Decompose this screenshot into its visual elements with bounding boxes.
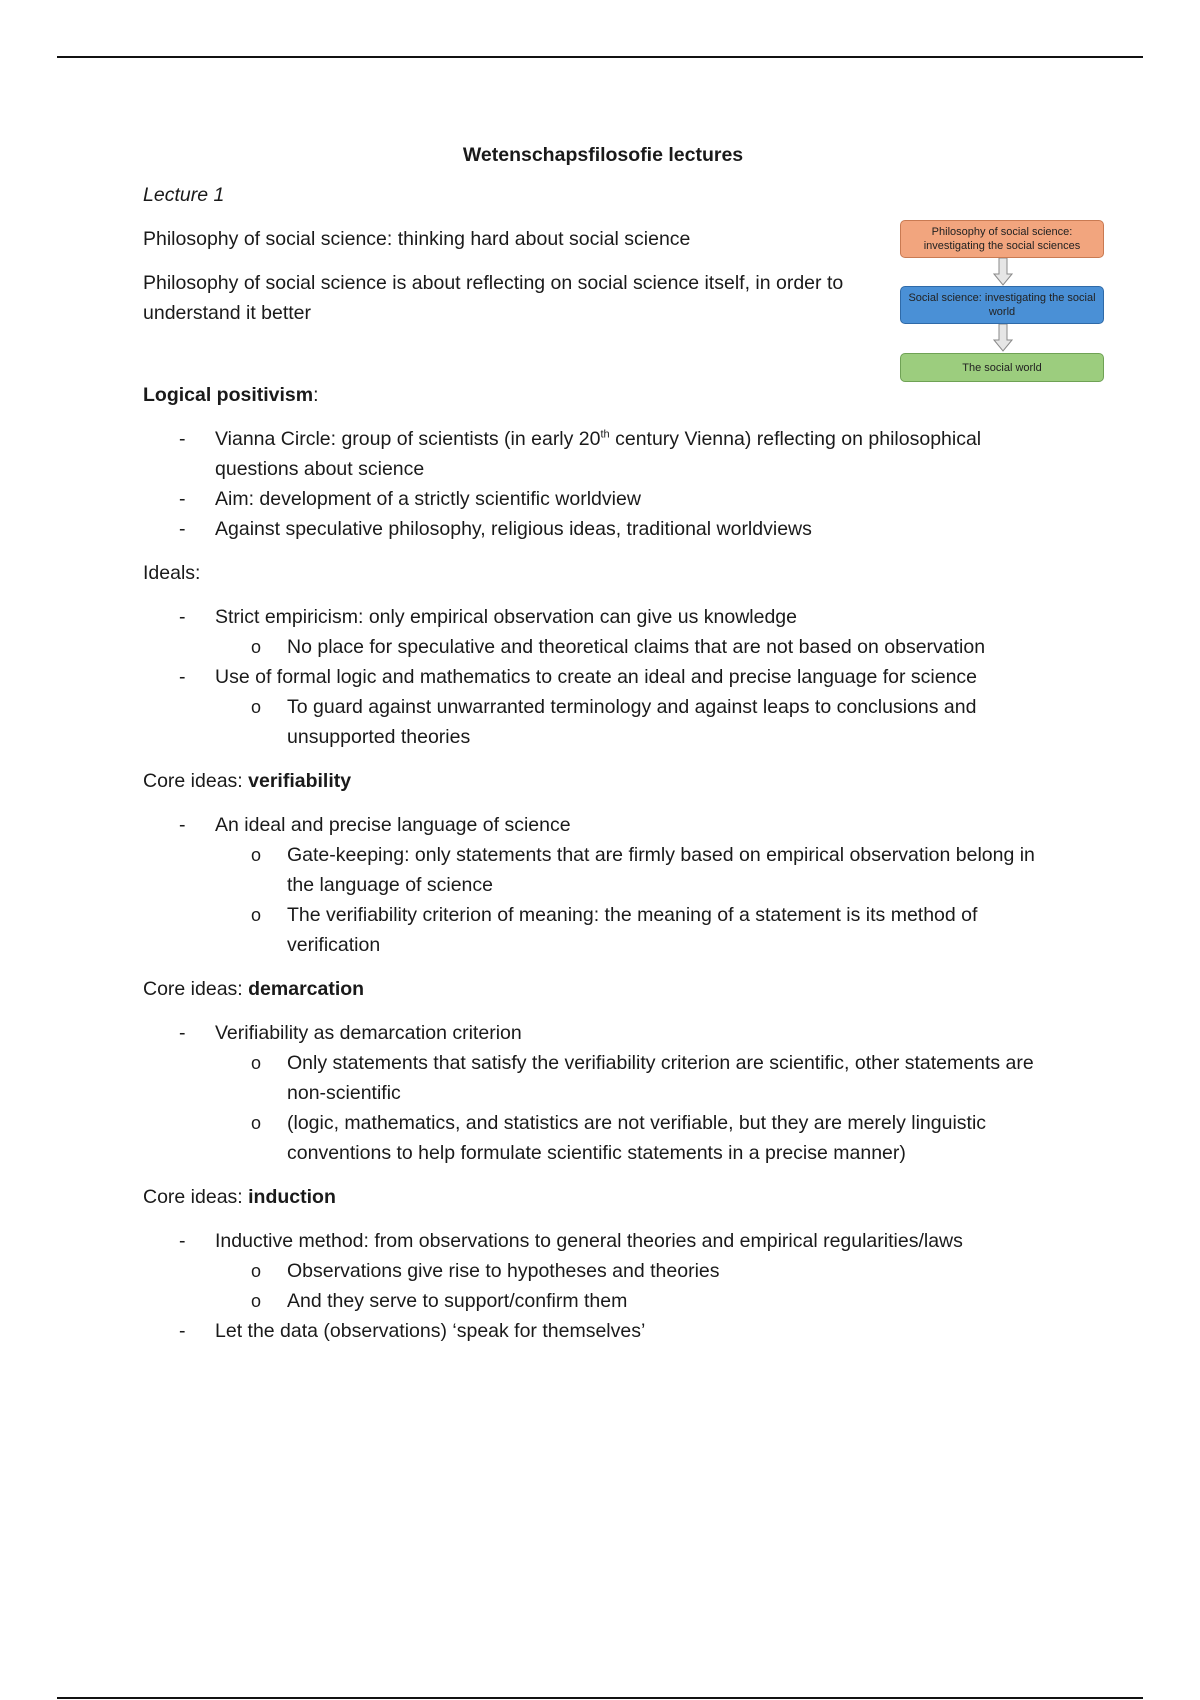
sub-list-item: o No place for speculative and theoretical claims that are not based on observation <box>251 636 986 658</box>
hierarchy-diagram <box>900 220 1108 384</box>
list-item: - Let the data (observations) ‘speak for themselves’ <box>179 1320 646 1342</box>
verifiability-list <box>143 810 1063 960</box>
down-arrow-icon <box>993 324 1013 352</box>
section-heading-logical-positivism: Logical positivism: <box>143 384 319 406</box>
list-item: - Vianna Circle: group of scientists (in early 20th century Vienna) reflecting on philosophical questions about science <box>179 428 982 480</box>
diagram-box-philosophy: Philosophy of social science: investigating the social sciences <box>900 220 1104 258</box>
section-heading-induction: Core ideas: induction <box>143 1186 336 1208</box>
list-item: - Verifiability as demarcation criterion o Only statements that satisfy the verifiability criterion are scientific, other statements are non-scientific o (logic, mathematics, and statistics are not verifiable, but they are merely linguistic conventions to help formulate scientific statements in a precise manner) <box>143 1018 1063 1168</box>
ideals-list <box>143 602 1063 752</box>
intro-paragraph-2: Philosophy of social science is about reflecting on social science itself, in order to understand it better <box>143 272 844 324</box>
down-arrow-icon <box>993 258 1013 286</box>
sub-list-item: o Observations give rise to hypotheses and theories <box>251 1260 720 1282</box>
list-item: - Use of formal logic and mathematics to create an ideal and precise language for science o To guard against unwarranted terminology and against leaps to conclusions and unsupported theories <box>143 662 1063 752</box>
positivism-list <box>143 424 1063 544</box>
list-item: - Aim: development of a strictly scientific worldview <box>179 488 641 510</box>
sub-list-item: o The verifiability criterion of meaning: the meaning of a statement is its method of verification <box>251 904 978 956</box>
sub-list-item: o (logic, mathematics, and statistics are not verifiable, but they are merely linguistic conventions to help formulate scientific statements in a precise manner) <box>251 1112 987 1164</box>
sub-list-item: o To guard against unwarranted terminology and against leaps to conclusions and unsupported theories <box>251 696 977 748</box>
lecture-label: Lecture 1 <box>143 184 225 206</box>
list-item: - Inductive method: from observations to general theories and empirical regularities/laws o Observations give rise to hypotheses and theories o And they serve to support/confirm them <box>143 1226 1063 1316</box>
diagram-box-social-science: Social science: investigating the social world <box>900 286 1104 324</box>
induction-list <box>143 1226 1063 1346</box>
list-item: - Strict empiricism: only empirical observation can give us knowledge o No place for speculative and theoretical claims that are not based on observation <box>143 602 1063 662</box>
sub-list-item: o Only statements that satisfy the verifiability criterion are scientific, other statements are non-scientific <box>251 1052 1034 1104</box>
sub-list-item: o And they serve to support/confirm them <box>251 1290 628 1312</box>
section-heading-demarcation: Core ideas: demarcation <box>143 978 365 1000</box>
diagram-box-social-world: The social world <box>900 353 1104 382</box>
header-rule <box>57 56 1143 58</box>
footer-rule <box>57 1697 1143 1699</box>
page-title: Wetenschapsfilosofie lectures <box>462 144 744 166</box>
section-heading-ideals: Ideals: <box>143 562 201 584</box>
list-item: - An ideal and precise language of science o Gate-keeping: only statements that are firmly based on empirical observation belong in the language of science o The verifiability criterion of meaning: the meaning of a statement is its method of verification <box>143 810 1063 960</box>
list-item: - Against speculative philosophy, religious ideas, traditional worldviews <box>179 518 812 540</box>
section-heading-verifiability: Core ideas: verifiability <box>143 770 352 792</box>
demarcation-list <box>143 1018 1063 1168</box>
intro-paragraph-1: Philosophy of social science: thinking hard about social science <box>143 228 691 250</box>
sub-list-item: o Gate-keeping: only statements that are firmly based on empirical observation belong in the language of science <box>251 844 1035 896</box>
